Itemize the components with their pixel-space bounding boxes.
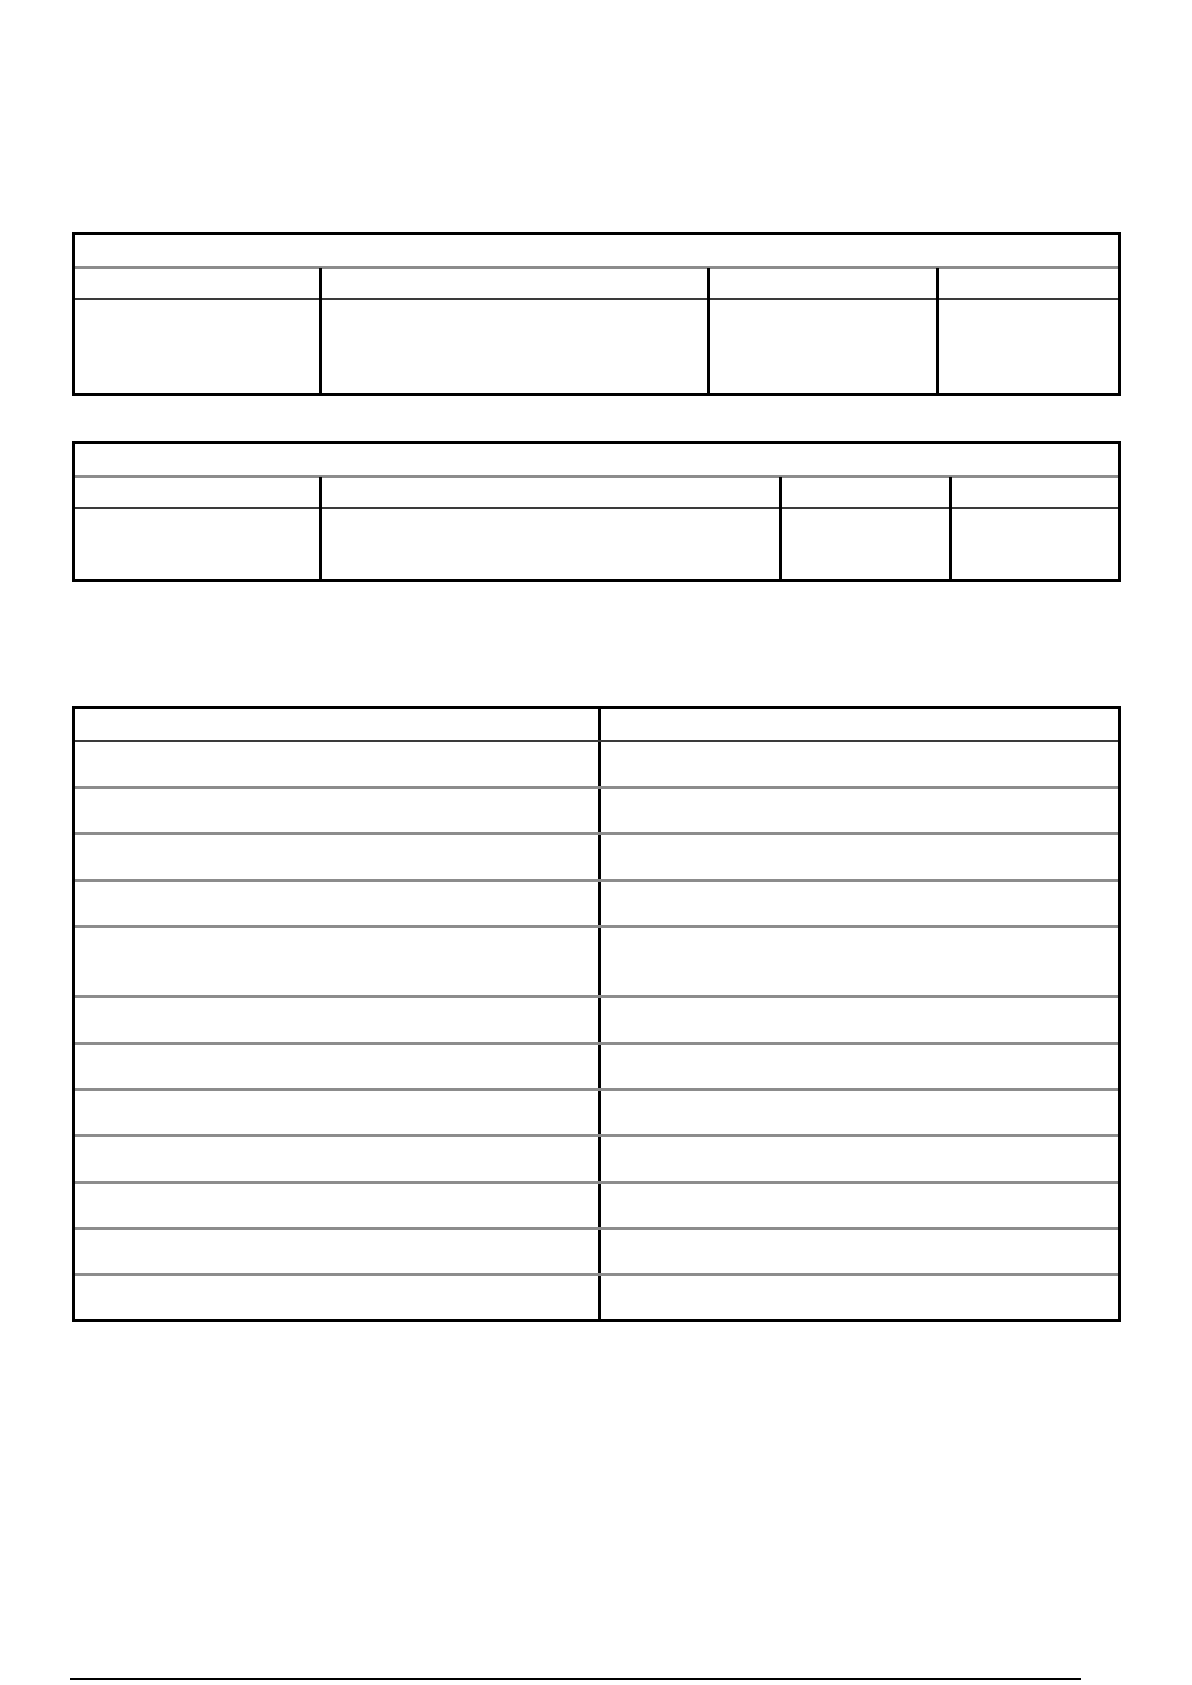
row-divider bbox=[75, 1181, 1118, 1184]
row-divider bbox=[75, 1088, 1118, 1091]
column-divider bbox=[319, 477, 322, 579]
column-divider bbox=[319, 268, 322, 393]
row-divider bbox=[75, 995, 1118, 998]
row-divider bbox=[75, 1134, 1118, 1137]
spec-table-3 bbox=[72, 706, 1121, 1322]
column-divider bbox=[779, 477, 782, 579]
column-divider bbox=[936, 268, 939, 393]
spec-table-1 bbox=[72, 232, 1121, 396]
row-divider bbox=[75, 832, 1118, 835]
row-divider bbox=[75, 1042, 1118, 1045]
column-divider bbox=[949, 477, 952, 579]
table-title-divider bbox=[75, 266, 1118, 269]
footer-rule bbox=[70, 1678, 1081, 1680]
column-divider bbox=[707, 268, 710, 393]
row-divider bbox=[75, 1227, 1118, 1230]
table-header-divider bbox=[75, 740, 1118, 742]
row-divider bbox=[75, 1273, 1118, 1276]
row-divider bbox=[75, 786, 1118, 789]
table-header-divider bbox=[75, 507, 1118, 509]
table-header-divider bbox=[75, 298, 1118, 300]
row-divider bbox=[75, 879, 1118, 882]
table-title-divider bbox=[75, 475, 1118, 478]
spec-table-2 bbox=[72, 441, 1121, 582]
row-divider bbox=[75, 925, 1118, 928]
